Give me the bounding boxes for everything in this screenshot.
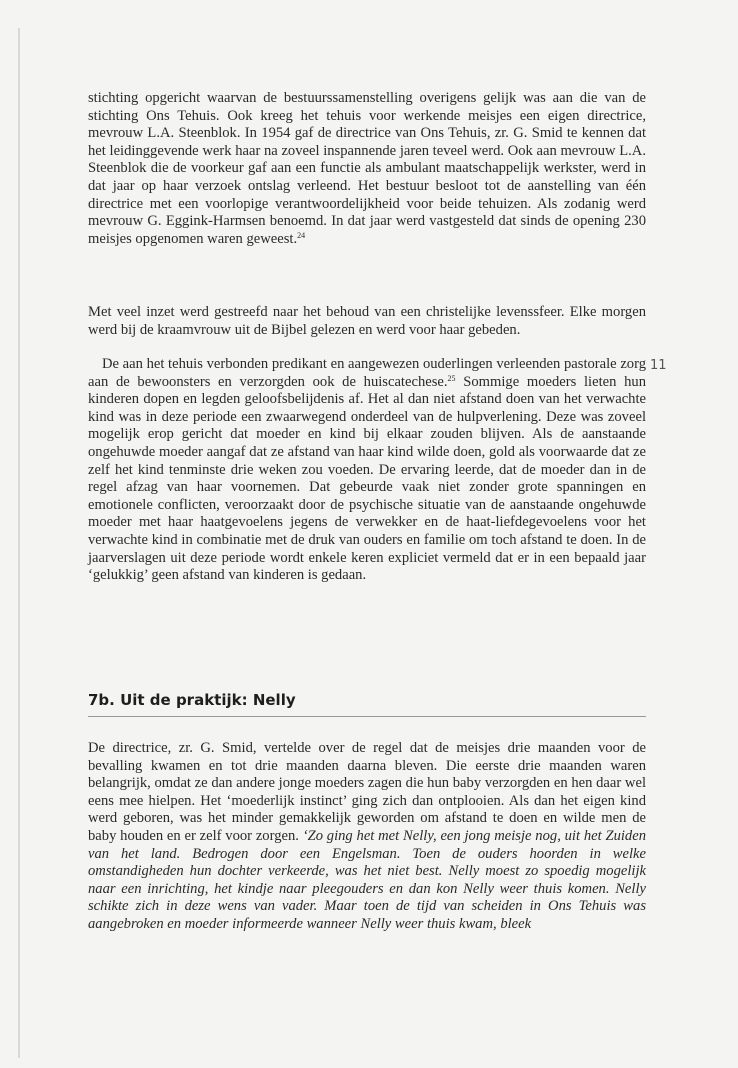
paragraph-foundation (88, 90, 646, 248)
paragraph-christian-life (88, 304, 646, 339)
paragraph-nelly-story (88, 740, 646, 934)
page-number: 11 (650, 358, 667, 373)
footnote-ref-25: 25 (447, 373, 456, 383)
paragraph-text: Met veel inzet werd gestreefd naar het behoud van een christelijke levenssfeer. Elke morgen werd bij de kraamvrouw uit de Bijbel gelezen en werd voor haar gebeden. (88, 304, 646, 338)
section-heading-rule (88, 716, 646, 717)
quoted-testimony: ‘Zo ging het met Nelly, een jong meisje nog, uit het Zuiden van het land. Bedrogen door een Engelsman. Toen de ouders hoorden in welke omstandigheden hun dochter verkeerde, was het niet best. Nelly moest zo spoedig mogelijk naar een inrichting, het kindje naar pleegouders en dan kon Nelly weer thuis komen. Nelly schikte zich in deze wens van vader. Maar toen de tijd van scheiden in Ons Tehuis was aangebroken en moeder informeerde wanneer Nelly weer thuis kwam, bleek (88, 827, 646, 932)
paragraph-text: De directrice, zr. G. Smid, vertelde over de regel dat de meisjes drie maanden voor de bevalling kwamen en tot drie maanden daarna bleven. Die eerste drie maanden waren belangrijk, omdat ze dan andere jonge moeders zagen die hun baby verzorgden en hen daar wel eens mee hielpen. Het ‘moederlijk instinct’ ging zich dan ontplooien. Als dan het eigen kind werd geboren, was het minder gemakkelijk geworden om afstand te doen en wilde men de baby houden en er zelf voor zorgen. (88, 740, 646, 844)
footnote-ref-24: 24 (297, 230, 306, 240)
paragraph-pastoral-care (88, 356, 646, 585)
paragraph-text: Sommige moeders lieten hun kinderen dopen en legden geloofsbelijdenis af. Het al dan niet afstand doen van het verwachte kind was in deze periode een zwaarwegend onderdeel van de hulpverlening. Deze was zoveel mogelijk erop gericht dat moeder en kind bij elkaar zouden blijven. Als de aanstaande ongehuwde moeder aangaf dat ze afstand van haar kind wilde doen, gold als voorwaarde dat ze zelf het kind tenminste drie weken zou voeden. De ervaring leerde, dat de moeder dan in de regel afzag van haar voornemen. Dat gebeurde vaak niet zonder grote spanningen en emotionele conflicten, veroorzaakt door de psychische situatie van de aanstaande ongehuwde moeder met haar haatgevoelens jegens de verwekker en de haat-liefdegevoelens voor het verwachte kind in combinatie met de druk van ouders en familie om toch afstand te doen. In de jaarverslagen uit deze periode wordt enkele keren expliciet vermeld dat er in een bepaald jaar ‘gelukkig’ geen afstand van kinderen is gedaan. (88, 373, 646, 584)
section-heading: 7b. Uit de praktijk: Nelly (88, 691, 296, 709)
paragraph-text: stichting opgericht waarvan de bestuurssamenstelling overigens gelijk was aan die van de stichting Ons Tehuis. Ook kreeg het tehuis voor werkende meisjes een eigen directrice, mevrouw L.A. Steenblok. In 1954 gaf de directrice van Ons Tehuis, zr. G. Smid te kennen dat het leidinggevende werk haar na zoveel inspannende jaren teveel werd. Ook aan mevrouw L.A. Steenblok die de voorkeur gaf aan een functie als ambulant maatschappelijk werkster, werd in dat jaar op haar verzoek ontslag verleend. Het bestuur besloot tot de aanstelling van één directrice met een voorlopige verantwoordelijkheid voor beide tehuizen. Als zodanig werd mevrouw G. Eggink-Harmsen benoemd. In dat jaar werd vastgesteld dat sinds de opening 230 meisjes opgenomen waren geweest. (88, 90, 646, 247)
paragraph-text: De aan het tehuis verbonden predikant en aangewezen ouderlingen verleenden pastorale zorg aan de bewoonsters en verzorgden ook de huiscatechese. (88, 356, 646, 390)
page-spine-shadow (18, 28, 20, 1058)
